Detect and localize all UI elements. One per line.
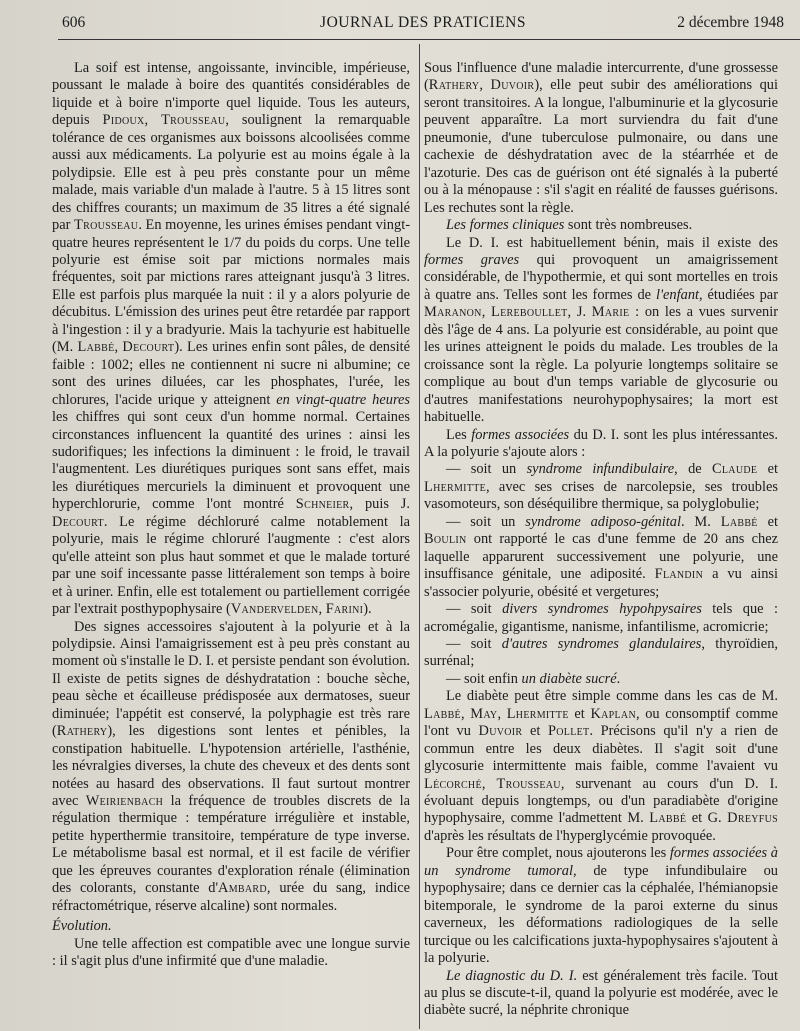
text-run: . M. — [680, 513, 721, 530]
author-name: Labbé — [424, 705, 461, 722]
text-run: du D. I. sont les plus intéressantes. A la polyurie s'ajoute alors : — [424, 426, 778, 460]
paragraph — [52, 60, 410, 619]
author-name: Claude — [712, 461, 758, 478]
text-run: La soif est intense, angoissante, invincible, impérieuse, poussant le malade à boire des quantités considérables de liquide et à boire n'importe quel liquide. Tous les auteurs, depuis — [52, 60, 410, 129]
left-column — [52, 60, 410, 971]
author-name: Trousseau — [74, 217, 139, 234]
text-run: , — [479, 77, 491, 94]
text-run: Pour être complet, nous ajouterons les — [446, 845, 670, 862]
text-run: ). Les urines enfin sont pâles, de densité faible : 1002; elles ne contiennent ni sucre ni albumine; ce sont des urines diluées, car les phosphates, l'urée, les chlorures, l'acide urique y atteignent — [52, 339, 410, 408]
paragraph — [424, 235, 778, 427]
list-item — [424, 601, 778, 636]
paragraph — [424, 688, 778, 845]
emphasis: syndrome infundibulaire — [526, 461, 675, 478]
paragraph — [424, 217, 778, 234]
emphasis: en vingt-quatre heures — [276, 391, 411, 408]
journal-title: JOURNAL DES PRATICIENS — [320, 14, 526, 31]
author-name: Vandervelden — [230, 601, 319, 618]
emphasis: un diabète sucré — [521, 670, 617, 687]
emphasis: Le diagnostic du D. I. — [446, 967, 578, 984]
text-run: est généralement très facile. Tout au plus se discute-t-il, quand la polyurie est modérée, avec le diabète sucré, la néphrite chronique — [424, 967, 778, 1019]
text-run: ), les digestions sont lentes et pénibles, la constipation habituelle. L'hypotension artérielle, l'asthénie, les névralgies diverses, la chute des cheveux et des dents sont notées au hasard des observations. Il faut surtout montrer avec — [52, 723, 410, 810]
text-run: les chiffres qui sont ceux d'un homme normal. Certaines circonstances influencent la quantité des urines : ainsi les sudorifiques; les infections la diminuent : le froid, le travail l'augmentent. Les diurétiques puriques sont sans effet, mais les diurétiques mercuriels la diminuent et provoquent une hyperchlorurie, comme l'ont montré — [52, 409, 410, 513]
emphasis: syndrome adiposo-génital — [525, 513, 681, 530]
section-heading: Évolution. — [52, 918, 112, 935]
page-number: 606 — [62, 14, 86, 31]
author-name: Ambard — [218, 880, 267, 897]
page-header — [62, 14, 784, 38]
text-run: et — [522, 723, 548, 740]
author-name: Boulin — [424, 531, 467, 548]
text-run: , puis J. — [349, 496, 411, 513]
author-name: Weirienbach — [85, 793, 164, 810]
text-run: . En moyenne, les urines émises pendant vingt-quatre heures représentent le 1/7 du poids du corps. Une telle polyurie est émise soit par mictions normales mais fréquentes, soit par mictions rares atteignant jusqu'à 3 litres. Elle est parfois plus marquée la nuit : il y a alors polyurie de décubitus. L'émission des urines peut être retardée par rapport à l'ingestion : il y a bradyurie. Mais la tachyurie est habituelle (M. — [52, 217, 410, 356]
author-name: Pollet — [547, 723, 590, 740]
author-name: Lereboullet — [491, 304, 568, 321]
emphasis: Les formes cliniques — [446, 217, 565, 234]
text-run: qui provoquent un amaigrissement considérable, de l'hypothermie, et qui sont mortelles en trois à quatre ans. Telles sont les formes de — [424, 251, 779, 303]
text-run: — soit — [446, 635, 502, 652]
text-run: , soulignent la remarquable tolérance de ces organismes aux boissons alcoolisées comme aussi aux médicaments. La polyurie est au moins égale à la polydipsie. Elle est à peu près constante pour un même malade, mais variable d'un malade à l'autre. 5 à 15 litres sont des chiffres courants; un maximum de 35 litres a été signalé par — [52, 112, 410, 234]
list-item — [424, 671, 778, 688]
list-item — [424, 636, 778, 671]
text-run: Une telle affection est compatible avec une longue survie : il s'agit plus d'une infirmité que d'une maladie. — [52, 935, 410, 970]
author-name: Decourt — [122, 339, 175, 356]
text-run: , étudiées par — [699, 286, 778, 303]
text-run: , survenant au cours d'un D. I. évoluant depuis longtemps, ou d'un paradiabète d'origine hypophysaire, comme l'admettent M. — [424, 775, 778, 827]
text-run: et — [757, 513, 778, 530]
text-run: Sous l'influence d'une maladie intercurrente, d'une grossesse ( — [424, 60, 778, 94]
column-divider — [419, 44, 420, 1029]
text-run: la fréquence de troubles discrets de la régulation thermique : température irrégulière et instable, petite hyperthermie transitoire, température de type inverse. Le métabolisme basal est normal, et il est facile de vérifier que les épreuves courantes d'exploration rénale (élimination des colorants, constante d' — [52, 793, 410, 897]
author-name: Lhermitte — [424, 478, 487, 495]
text-run: . Le régime déchloruré calme notablement la polyurie, mais le régime chloruré l'augmente : c'est alors qu'elle atteint son plus haut sommet et que le malade torturé par une soif incessante passe littéralement son temps à boire et à uriner. Enfin, elle est totalement ou partiellement corrigée par l'extrait posthypophysaire ( — [52, 513, 410, 618]
paragraph — [424, 427, 778, 462]
text-run: Le D. I. est habituellement bénin, mais il existe des — [446, 234, 778, 251]
author-name: Flandin — [654, 566, 704, 583]
paragraph — [52, 936, 410, 971]
text-run: — soit un — [446, 461, 527, 478]
author-name: Duvoir — [490, 77, 535, 94]
author-name: Rathery — [428, 77, 480, 94]
text-run: et — [757, 461, 778, 478]
text-run: , — [114, 339, 123, 356]
author-name: Rathery — [56, 723, 108, 740]
author-name: Trousseau — [496, 775, 561, 792]
text-run: ont rapporté le cas d'une femme de 20 ans chez laquelle apparurent successivement une polyurie, une insuffisance génitale, une adiposité. — [424, 531, 778, 583]
text-run: ), elle peut subir des améliorations qui seront transitoires. A la longue, l'albuminurie et la glycosurie peuvent apparaître. La mort surviendra du fait d'une pneumonie, d'une tuberculose pulmonaire, ou dans une cachexie de déshydratation avec de la stéarrhée et de l'azoturie. Des cas de guérison ont été signalés à la puberté ou à la ménopause : s'il s'agit en réalité de fausses guérisons. Les rechutes sont la règle. — [424, 77, 778, 216]
text-run: , thyroïdien, surrénal; — [424, 635, 778, 670]
emphasis: formes associées — [471, 426, 570, 443]
emphasis: formes associées à un syndrome tumoral — [424, 845, 779, 879]
text-run: , — [318, 601, 326, 618]
text-run: — soit un — [446, 513, 526, 530]
author-name: Pidoux — [102, 112, 145, 129]
paragraph — [424, 845, 778, 967]
author-name: Dreyfus — [727, 810, 778, 827]
author-name: Duvoir — [478, 723, 523, 740]
text-run: — soit enfin — [446, 670, 522, 687]
paragraph — [424, 968, 778, 1020]
text-run: , — [497, 705, 507, 722]
paragraph — [52, 619, 410, 916]
emphasis: l'enfant — [655, 286, 700, 303]
author-name: Lécorché — [424, 775, 482, 792]
author-name: Labbé — [720, 513, 758, 530]
emphasis: formes graves — [424, 251, 520, 268]
text-run: , — [460, 705, 471, 722]
header-rule — [58, 39, 800, 40]
text-run: , — [144, 112, 162, 129]
author-name: Lhermitte — [506, 705, 569, 722]
list-item — [424, 514, 778, 601]
list-item — [424, 461, 778, 513]
author-name: Schneier — [295, 496, 350, 513]
text-run: . — [616, 670, 621, 687]
author-name: Labbé — [649, 810, 687, 827]
text-run: . Précisons qu'il n'y a rien de commun entre les deux diabètes. Il s'agit soit d'une glycosurie intermittente mais faible, comme l'avaient vu — [424, 723, 778, 775]
text-run: , — [481, 304, 491, 321]
author-name: Kaplan — [590, 705, 636, 722]
emphasis: d'autres syndromes glandulaires — [501, 635, 702, 652]
text-run: , de type infundibulaire ou hypophysaire; dans ce dernier cas la céphalée, l'hémianopsie bitemporale, le syndrome de la paroi externe du sinus caverneux, les déformations radiologiques de la selle turcique ou les calcifications juxta-hypophysaires s'ajoutent à la polyurie. — [424, 862, 778, 967]
text-run: ). — [363, 601, 372, 618]
author-name: Decourt — [52, 513, 104, 530]
author-name: Trousseau — [161, 112, 226, 129]
text-run: Les — [446, 426, 472, 443]
author-name: Marie — [591, 304, 630, 321]
text-run: a vu ainsi s'associer polyurie, obésité et vergetures; — [424, 566, 778, 600]
text-run: , de — [674, 461, 712, 478]
text-run: , ou consomptif comme l'ont vu — [424, 705, 778, 740]
author-name: Maranon — [424, 304, 482, 321]
text-run: et — [568, 705, 591, 722]
issue-date: 2 décembre 1948 — [677, 14, 784, 31]
text-run: Des signes accessoires s'ajoutent à la polyurie et à la polydipsie. Ainsi l'amaigrissement est à peu près constant au moment où s'installe le D. I. et persiste pendant son évolution. Il existe de petits signes de déshydratation : bouche sèche, peau sèche et écailleuse prédisposée aux dermatoses, sueur diminuée; l'appétit est conservé, la polyphagie est très rare ( — [52, 618, 410, 740]
text-run: d'après les résultats de l'hyperglycémie provoquée. — [424, 827, 716, 844]
right-column — [424, 60, 778, 1020]
text-run: , urée du sang, indice réfractométrique, réserve alcaline) sont normales. — [52, 880, 410, 914]
text-run: tels que : acromégalie, gigantisme, nanisme, infantilisme, acromicrie; — [424, 601, 778, 635]
author-name: May — [470, 705, 498, 722]
text-run: , J. — [567, 304, 592, 321]
text-run: — soit — [446, 601, 503, 618]
emphasis: divers syndromes hypohpysaires — [502, 601, 702, 618]
paragraph — [424, 60, 778, 217]
text-run: et G. — [686, 810, 728, 827]
text-run: sont très nombreuses. — [564, 217, 693, 234]
author-name: Farini — [325, 601, 364, 618]
author-name: Labbé — [77, 339, 115, 356]
text-run: : on les a vues survenir dès l'âge de 4 ans. La polyurie est considérable, au point que les urines atteignent le poids du malade. Les troubles de la croissance sont la règle. La polyurie longtemps solitaire se complique au bout d'un temps variable de glycosurie ou d'autres manifestations neurohypophysaires; la mort est habituelle. — [424, 304, 778, 426]
text-run: Le diabète peut être simple comme dans les cas de M. — [446, 688, 778, 705]
text-run: , avec ses crises de narcolepsie, ses troubles vasomoteurs, son déséquilibre thermique, sa polyglobulie; — [424, 478, 778, 513]
text-run: , — [481, 775, 497, 792]
